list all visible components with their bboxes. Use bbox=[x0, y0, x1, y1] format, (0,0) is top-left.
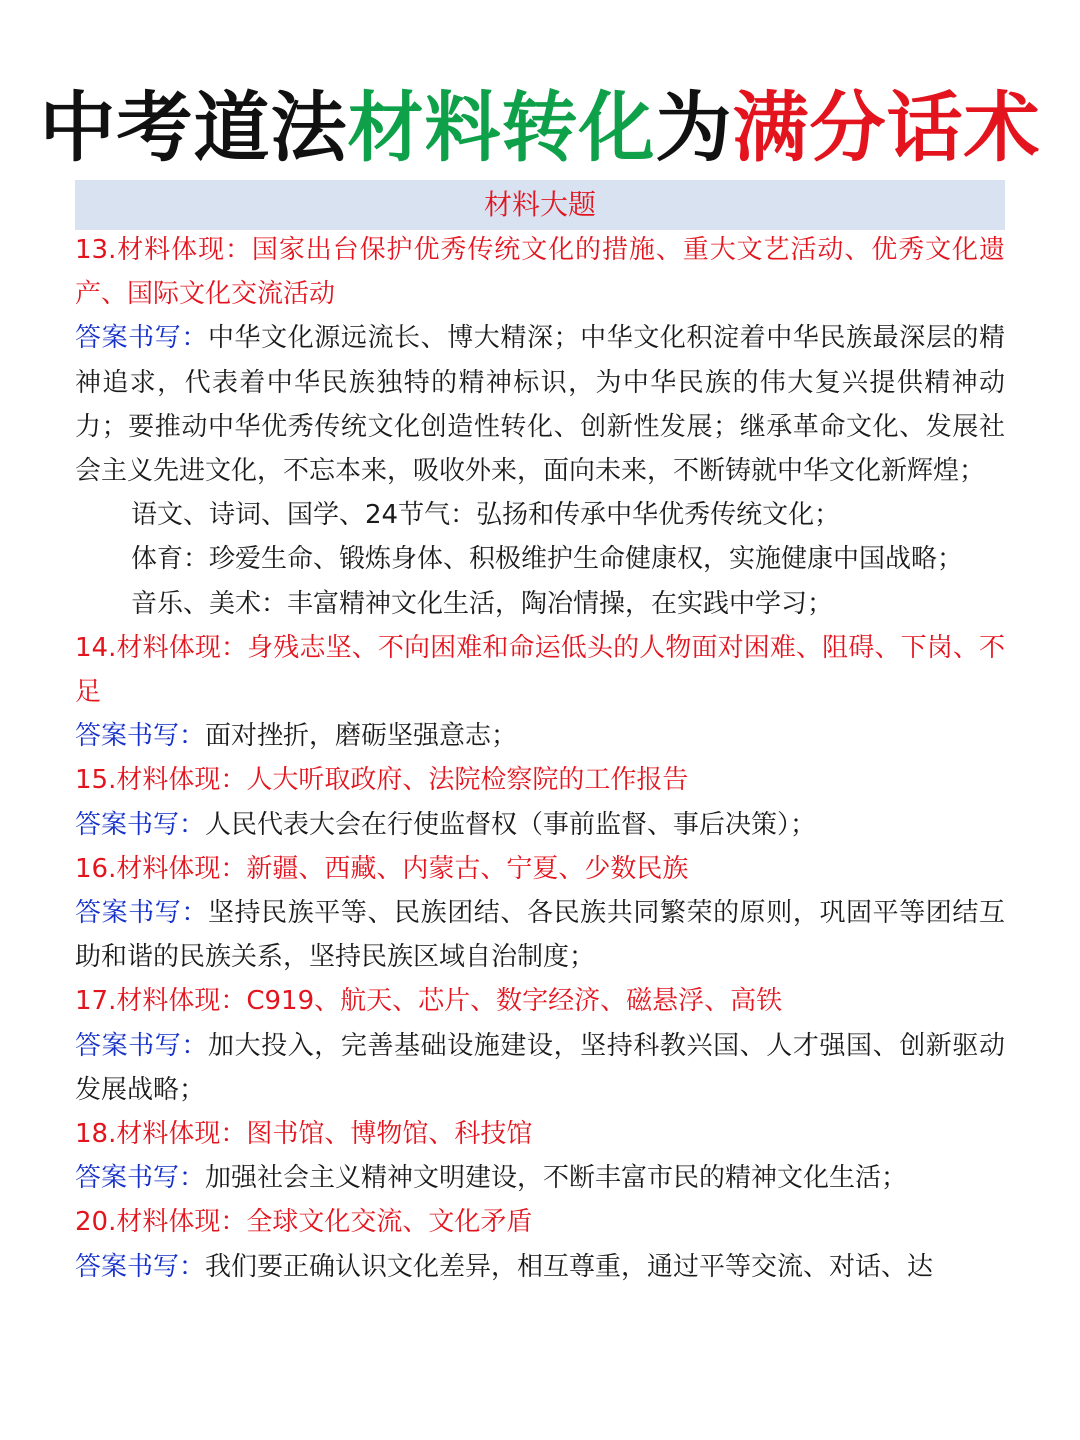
sub-point-arts: 音乐、美术：丰富精神文化生活，陶冶情操，在实践中学习； bbox=[131, 588, 834, 619]
material-16: 16.材料体现：新疆、西藏、内蒙古、宁夏、少数民族 bbox=[75, 853, 689, 884]
page-title bbox=[0, 78, 1080, 178]
title-part-4: 满分话术 bbox=[732, 83, 1041, 172]
answer-18 bbox=[75, 1156, 1005, 1200]
title-part-2: 材料转化 bbox=[347, 83, 656, 172]
answer-label: 答案书写： bbox=[75, 898, 208, 929]
answer-13 bbox=[75, 316, 1005, 493]
material-20: 20.材料体现：全球文化交流、文化矛盾 bbox=[75, 1207, 533, 1238]
answer-20 bbox=[75, 1245, 1005, 1289]
answer-label: 答案书写： bbox=[75, 721, 206, 752]
answer-label: 答案书写： bbox=[75, 1251, 206, 1282]
section-banner: 材料大题 bbox=[75, 180, 1005, 230]
answer-text: 我们要正确认识文化差异，相互尊重，通过平等交流、对话、达 bbox=[205, 1251, 934, 1282]
answer-15 bbox=[75, 803, 1005, 847]
material-18: 18.材料体现：图书馆、博物馆、科技馆 bbox=[75, 1119, 533, 1150]
answer-label: 答案书写： bbox=[75, 1163, 206, 1194]
answer-14 bbox=[75, 714, 1005, 758]
sub-point-sports: 体育：珍爱生命、锻炼身体、积极维护生命健康权，实施健康中国战略； bbox=[131, 544, 964, 575]
title-part-1: 中考道法 bbox=[39, 83, 348, 172]
answer-label: 答案书写： bbox=[75, 323, 208, 354]
answer-label: 答案书写： bbox=[75, 1030, 208, 1061]
answer-text: 加大投入，完善基础设施建设，坚持科教兴国、人才强国、创新驱动发展战略； bbox=[75, 1030, 1005, 1105]
sub-point-chinese: 语文、诗词、国学、24节气：弘扬和传承中华优秀传统文化； bbox=[131, 500, 841, 531]
content-body bbox=[75, 228, 1005, 1289]
title-part-3: 为 bbox=[655, 83, 733, 172]
answer-text: 中华文化源远流长、博大精深；中华文化积淀着中华民族最深层的精神追求，代表着中华民族独特的精神标识，为中华民族的伟大复兴提供精神动力；要推动中华优秀传统文化创造性转化、创新性发展；继承革命文化、发展社会主义先进文化，不忘本来，吸收外来，面向未来，不断铸就中华文化新辉煌； bbox=[75, 323, 1005, 487]
answer-label: 答案书写： bbox=[75, 809, 206, 840]
answer-17 bbox=[75, 1024, 1005, 1112]
answer-text: 面对挫折，磨砺坚强意志； bbox=[205, 721, 518, 752]
material-13: 13.材料体现：国家出台保护优秀传统文化的措施、重大文艺活动、优秀文化遗产、国际文化交流活动 bbox=[75, 235, 1005, 310]
material-14: 14.材料体现：身残志坚、不向困难和命运低头的人物面对困难、阻碍、下岗、不足 bbox=[75, 632, 1005, 708]
material-15: 15.材料体现：人大听取政府、法院检察院的工作报告 bbox=[75, 765, 689, 796]
answer-text: 坚持民族平等、民族团结、各民族共同繁荣的原则，巩固平等团结互助和谐的民族关系，坚持民族区域自治制度； bbox=[75, 898, 1005, 973]
answer-16 bbox=[75, 891, 1005, 979]
material-17: 17.材料体现：C919、航天、芯片、数字经济、磁悬浮、高铁 bbox=[75, 986, 783, 1017]
answer-text: 人民代表大会在行使监督权（事前监督、事后决策）； bbox=[205, 809, 817, 840]
answer-text: 加强社会主义精神文明建设，不断丰富市民的精神文化生活； bbox=[205, 1163, 908, 1194]
